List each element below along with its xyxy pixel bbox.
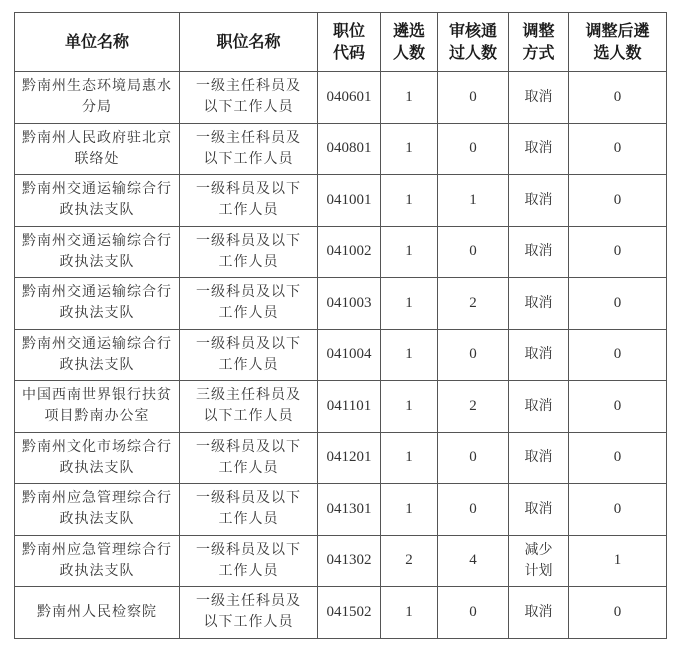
cell-quota	[381, 329, 438, 381]
header-adjusted: 调整后遴选人数	[569, 13, 667, 72]
cell-position-text: 一级科员及以下工作人员	[196, 490, 301, 528]
cell-position	[180, 535, 318, 587]
cell-code-text: 040601	[326, 88, 372, 105]
table-row	[15, 72, 667, 124]
cell-unit-text: 黔南州人民政府驻北京联络处	[22, 129, 172, 167]
cell-code-text: 041302	[326, 552, 372, 569]
cell-method	[509, 484, 569, 536]
cell-code	[318, 381, 381, 433]
cell-position	[180, 484, 318, 536]
cell-quota	[381, 535, 438, 587]
cell-passed	[438, 226, 509, 278]
cell-position	[180, 72, 318, 124]
cell-method-text: 取消	[524, 500, 553, 517]
cell-code	[318, 123, 381, 175]
cell-adjusted-text: 0	[613, 500, 622, 517]
cell-method-text: 减少计划	[524, 541, 553, 579]
cell-quota-text: 1	[405, 397, 413, 414]
cell-adjusted	[569, 484, 667, 536]
cell-unit	[15, 432, 180, 484]
cell-quota-text: 1	[405, 191, 413, 208]
table-row	[15, 381, 667, 433]
cell-method	[509, 535, 569, 587]
cell-adjusted	[569, 432, 667, 484]
cell-quota	[381, 381, 438, 433]
cell-code	[318, 329, 381, 381]
cell-adjusted-text: 0	[613, 88, 622, 105]
header-unit: 单位名称	[15, 13, 180, 72]
cell-unit-text: 黔南州文化市场综合行政执法支队	[22, 438, 172, 476]
cell-code	[318, 278, 381, 330]
cell-adjusted	[569, 72, 667, 124]
cell-position	[180, 587, 318, 639]
cell-adjusted-text: 0	[613, 191, 622, 208]
cell-passed-text: 2	[469, 294, 477, 311]
cell-unit-text: 黔南州交通运输综合行政执法支队	[22, 284, 172, 322]
header-row	[15, 13, 667, 72]
cell-unit-text: 黔南州交通运输综合行政执法支队	[22, 335, 172, 373]
cell-method-text: 取消	[524, 243, 553, 260]
cell-passed	[438, 72, 509, 124]
cell-quota	[381, 278, 438, 330]
cell-quota	[381, 72, 438, 124]
cell-quota-text: 1	[405, 603, 413, 620]
cell-quota-text: 1	[405, 243, 413, 260]
cell-adjusted	[569, 278, 667, 330]
cell-passed	[438, 381, 509, 433]
cell-unit-text: 黔南州交通运输综合行政执法支队	[22, 181, 172, 219]
cell-method	[509, 432, 569, 484]
cell-passed-text: 0	[469, 243, 477, 260]
cell-method-text: 取消	[524, 603, 553, 620]
header-method: 调整方式	[509, 13, 569, 72]
cell-adjusted-text: 0	[613, 449, 622, 466]
cell-position	[180, 381, 318, 433]
cell-adjusted-text: 0	[613, 243, 622, 260]
cell-unit	[15, 587, 180, 639]
cell-quota	[381, 432, 438, 484]
cell-code-text: 041502	[326, 603, 372, 620]
cell-quota-text: 1	[405, 294, 413, 311]
cell-passed	[438, 432, 509, 484]
cell-quota-text: 1	[405, 346, 413, 363]
cell-passed-text: 0	[469, 140, 477, 157]
cell-position	[180, 226, 318, 278]
cell-passed	[438, 175, 509, 227]
cell-code	[318, 535, 381, 587]
cell-method	[509, 381, 569, 433]
cell-unit	[15, 484, 180, 536]
cell-unit-text: 黔南州人民检察院	[37, 603, 157, 620]
cell-adjusted	[569, 329, 667, 381]
cell-position-text: 三级主任科员及以下工作人员	[196, 387, 301, 425]
table-header	[15, 13, 667, 72]
cell-position	[180, 123, 318, 175]
cell-code-text: 041003	[326, 294, 372, 311]
cell-passed-text: 0	[469, 603, 477, 620]
cell-position-text: 一级科员及以下工作人员	[196, 232, 301, 270]
cell-method-text: 取消	[524, 140, 553, 157]
cell-passed	[438, 535, 509, 587]
cell-method	[509, 329, 569, 381]
cell-method-text: 取消	[524, 88, 553, 105]
cell-code	[318, 432, 381, 484]
cell-adjusted	[569, 535, 667, 587]
cell-adjusted	[569, 123, 667, 175]
cell-quota	[381, 175, 438, 227]
cell-position	[180, 278, 318, 330]
cell-code	[318, 72, 381, 124]
cell-passed	[438, 484, 509, 536]
cell-code	[318, 484, 381, 536]
cell-position	[180, 432, 318, 484]
cell-method	[509, 226, 569, 278]
cell-position-text: 一级主任科员及以下工作人员	[196, 129, 301, 167]
cell-position-text: 一级科员及以下工作人员	[196, 541, 301, 579]
cell-passed	[438, 587, 509, 639]
cell-quota	[381, 226, 438, 278]
cell-method	[509, 175, 569, 227]
cell-method-text: 取消	[524, 191, 553, 208]
cell-adjusted-text: 0	[613, 397, 622, 414]
cell-unit	[15, 535, 180, 587]
cell-code-text: 041002	[326, 243, 372, 260]
cell-position	[180, 329, 318, 381]
cell-quota-text: 1	[405, 500, 413, 517]
cell-unit	[15, 123, 180, 175]
cell-method-text: 取消	[524, 294, 553, 311]
cell-adjusted-text: 0	[613, 294, 622, 311]
cell-unit-text: 黔南州交通运输综合行政执法支队	[22, 232, 172, 270]
cell-unit	[15, 381, 180, 433]
cell-method	[509, 587, 569, 639]
table-row	[15, 123, 667, 175]
cell-passed-text: 1	[469, 191, 477, 208]
cell-quota-text: 1	[405, 140, 413, 157]
header-position: 职位名称	[180, 13, 318, 72]
cell-method	[509, 278, 569, 330]
cell-code-text: 040801	[326, 140, 372, 157]
cell-method	[509, 123, 569, 175]
cell-quota-text: 1	[405, 88, 413, 105]
cell-passed-text: 0	[469, 88, 477, 105]
cell-position-text: 一级科员及以下工作人员	[196, 438, 301, 476]
cell-passed-text: 0	[469, 449, 477, 466]
cell-unit	[15, 175, 180, 227]
cell-passed-text: 2	[469, 397, 477, 414]
cell-quota	[381, 484, 438, 536]
cell-quota	[381, 587, 438, 639]
cell-code	[318, 226, 381, 278]
cell-code	[318, 175, 381, 227]
cell-passed	[438, 329, 509, 381]
cell-method-text: 取消	[524, 397, 553, 414]
table-row	[15, 175, 667, 227]
cell-quota-text: 2	[405, 552, 413, 569]
cell-adjusted	[569, 226, 667, 278]
cell-adjusted	[569, 381, 667, 433]
cell-quota	[381, 123, 438, 175]
cell-unit-text: 黔南州生态环境局惠水分局	[22, 78, 172, 116]
cell-code-text: 041101	[326, 397, 372, 414]
table-row	[15, 535, 667, 587]
table-row	[15, 432, 667, 484]
cell-unit-text: 黔南州应急管理综合行政执法支队	[22, 490, 172, 528]
header-quota: 遴选人数	[381, 13, 438, 72]
cell-passed	[438, 123, 509, 175]
cell-code-text: 041201	[326, 449, 372, 466]
header-code: 职位代码	[318, 13, 381, 72]
cell-unit-text: 中国西南世界银行扶贫项目黔南办公室	[22, 387, 172, 425]
cell-unit	[15, 278, 180, 330]
cell-adjusted-text: 0	[613, 140, 622, 157]
cell-position-text: 一级主任科员及以下工作人员	[196, 593, 301, 631]
cell-position	[180, 175, 318, 227]
table-row	[15, 226, 667, 278]
cell-passed-text: 0	[469, 346, 477, 363]
adjustment-table	[14, 12, 667, 639]
cell-method-text: 取消	[524, 346, 553, 363]
cell-position-text: 一级科员及以下工作人员	[196, 335, 301, 373]
cell-adjusted-text: 0	[613, 346, 622, 363]
cell-unit-text: 黔南州应急管理综合行政执法支队	[22, 541, 172, 579]
cell-adjusted	[569, 175, 667, 227]
table-row	[15, 329, 667, 381]
cell-method-text: 取消	[524, 449, 553, 466]
table-body	[15, 72, 667, 639]
table-row	[15, 278, 667, 330]
cell-code-text: 041301	[326, 500, 372, 517]
header-passed: 审核通过人数	[438, 13, 509, 72]
cell-unit	[15, 72, 180, 124]
cell-adjusted-text: 1	[613, 552, 622, 569]
cell-method	[509, 72, 569, 124]
cell-position-text: 一级科员及以下工作人员	[196, 181, 301, 219]
cell-passed-text: 4	[469, 552, 477, 569]
table-row	[15, 484, 667, 536]
cell-unit	[15, 329, 180, 381]
cell-quota-text: 1	[405, 449, 413, 466]
cell-code-text: 041001	[326, 191, 372, 208]
cell-passed	[438, 278, 509, 330]
cell-adjusted-text: 0	[613, 603, 622, 620]
cell-code	[318, 587, 381, 639]
table-row	[15, 587, 667, 639]
cell-position-text: 一级主任科员及以下工作人员	[196, 78, 301, 116]
cell-unit	[15, 226, 180, 278]
cell-adjusted	[569, 587, 667, 639]
cell-position-text: 一级科员及以下工作人员	[196, 284, 301, 322]
cell-passed-text: 0	[469, 500, 477, 517]
cell-code-text: 041004	[326, 346, 372, 363]
